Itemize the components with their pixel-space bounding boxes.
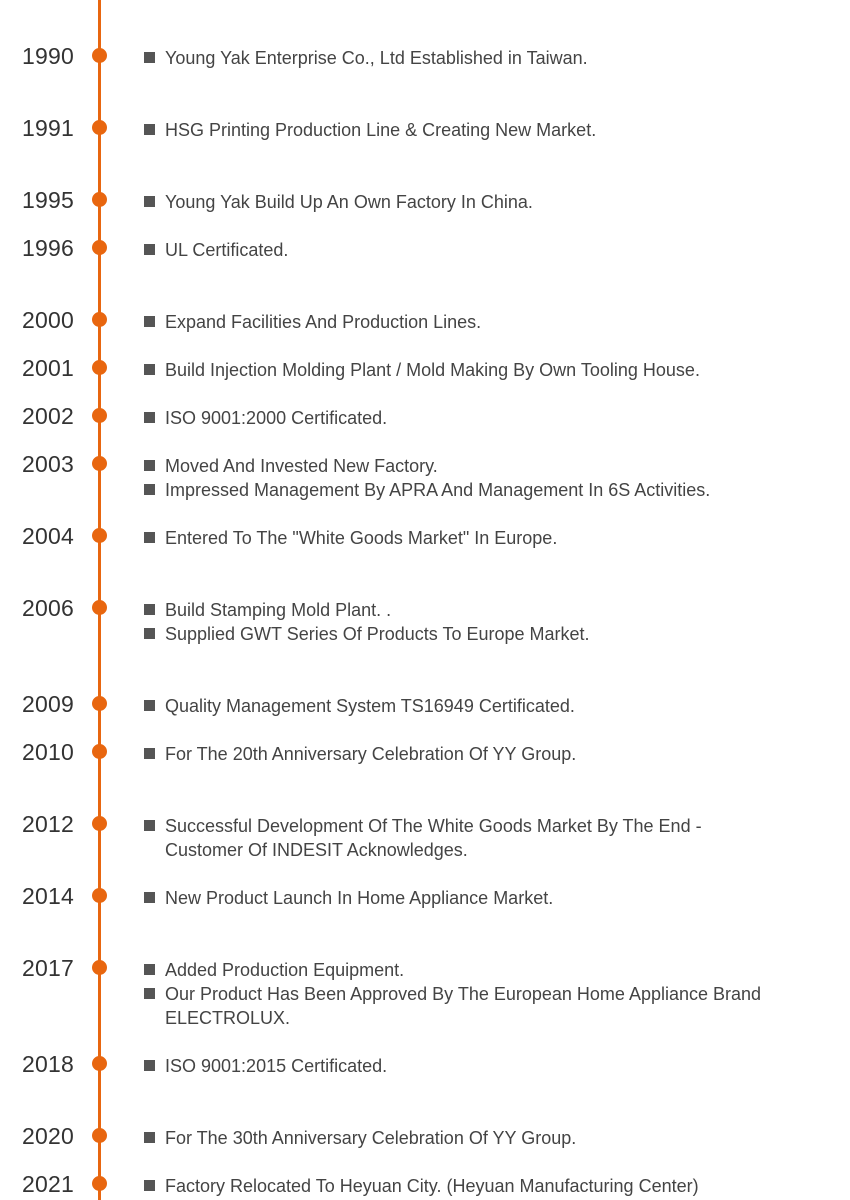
entry-items	[144, 742, 844, 766]
entry-item	[144, 814, 764, 862]
square-bullet-icon	[144, 604, 155, 615]
entry-items	[144, 814, 764, 862]
square-bullet-icon	[144, 1180, 155, 1191]
entry-item-text: For The 30th Anniversary Celebration Of YY Group.	[165, 1128, 577, 1148]
entry-items	[144, 1054, 844, 1078]
entry-item-text: Young Yak Build Up An Own Factory In China.	[165, 192, 533, 212]
timeline-dot	[92, 960, 107, 975]
timeline-dot	[92, 240, 107, 255]
entry-item-text: Impressed Management By APRA And Management In 6S Activities.	[165, 480, 711, 500]
entry-item-text: For The 20th Anniversary Celebration Of YY Group.	[165, 744, 577, 764]
entry-items	[144, 310, 844, 334]
entry-item	[144, 622, 844, 646]
square-bullet-icon	[144, 628, 155, 639]
entry-item	[144, 406, 844, 430]
timeline-dot	[92, 360, 107, 375]
entry-items	[144, 958, 834, 1030]
timeline-dot	[92, 888, 107, 903]
square-bullet-icon	[144, 892, 155, 903]
timeline-dot	[92, 456, 107, 471]
entry-item	[144, 454, 844, 478]
timeline-dot	[92, 600, 107, 615]
entry-items	[144, 1174, 844, 1198]
square-bullet-icon	[144, 412, 155, 423]
entry-item-text: New Product Launch In Home Appliance Market.	[165, 888, 554, 908]
entry-item	[144, 478, 844, 502]
entry-item-text: Successful Development Of The White Goods Market By The End - Customer Of INDESIT Acknowledges.	[165, 816, 702, 860]
year-label: 2009	[22, 691, 74, 717]
entry-item-text: Build Injection Molding Plant / Mold Making By Own Tooling House.	[165, 360, 700, 380]
square-bullet-icon	[144, 1132, 155, 1143]
entry-item-text: Added Production Equipment.	[165, 960, 405, 980]
year-label: 2003	[22, 451, 74, 477]
year-label: 2002	[22, 403, 74, 429]
square-bullet-icon	[144, 244, 155, 255]
entry-item-text: ISO 9001:2015 Certificated.	[165, 1056, 388, 1076]
entry-items	[144, 238, 844, 262]
timeline-dot	[92, 120, 107, 135]
timeline-dot	[92, 408, 107, 423]
entry-items	[144, 118, 844, 142]
entry-item	[144, 358, 844, 382]
entry-item	[144, 958, 834, 982]
year-label: 2018	[22, 1051, 74, 1077]
entry-item	[144, 190, 844, 214]
year-label: 2010	[22, 739, 74, 765]
entry-item	[144, 238, 844, 262]
year-label: 1995	[22, 187, 74, 213]
year-label: 2004	[22, 523, 74, 549]
year-label: 2020	[22, 1123, 74, 1149]
year-label: 1996	[22, 235, 74, 261]
square-bullet-icon	[144, 484, 155, 495]
entry-items	[144, 190, 844, 214]
entry-items	[144, 358, 844, 382]
entry-item-text: Supplied GWT Series Of Products To Europe Market.	[165, 624, 590, 644]
entry-item-text: Quality Management System TS16949 Certificated.	[165, 696, 575, 716]
year-label: 2014	[22, 883, 74, 909]
entry-items	[144, 526, 844, 550]
entry-item-text: Our Product Has Been Approved By The European Home Appliance Brand ELECTROLUX.	[165, 984, 762, 1028]
square-bullet-icon	[144, 748, 155, 759]
entry-items	[144, 598, 844, 646]
square-bullet-icon	[144, 124, 155, 135]
square-bullet-icon	[144, 964, 155, 975]
entry-item-text: Expand Facilities And Production Lines.	[165, 312, 482, 332]
entry-item	[144, 46, 844, 70]
entry-items	[144, 406, 844, 430]
year-label: 2021	[22, 1171, 74, 1197]
square-bullet-icon	[144, 316, 155, 327]
timeline-dot	[92, 744, 107, 759]
entry-item	[144, 1054, 844, 1078]
square-bullet-icon	[144, 1060, 155, 1071]
square-bullet-icon	[144, 532, 155, 543]
entry-item	[144, 118, 844, 142]
entry-item	[144, 742, 844, 766]
entry-item	[144, 982, 834, 1030]
entry-item	[144, 310, 844, 334]
year-label: 2017	[22, 955, 74, 981]
square-bullet-icon	[144, 820, 155, 831]
timeline-dot	[92, 528, 107, 543]
timeline-dot	[92, 696, 107, 711]
entry-item	[144, 526, 844, 550]
entry-items	[144, 694, 844, 718]
entry-item-text: HSG Printing Production Line & Creating New Market.	[165, 120, 597, 140]
entry-item-text: ISO 9001:2000 Certificated.	[165, 408, 388, 428]
entry-item	[144, 886, 844, 910]
entry-item-text: Entered To The "White Goods Market" In Europe.	[165, 528, 558, 548]
entry-item	[144, 1126, 844, 1150]
timeline-dot	[92, 312, 107, 327]
year-label: 2001	[22, 355, 74, 381]
square-bullet-icon	[144, 460, 155, 471]
entry-item-text: Young Yak Enterprise Co., Ltd Established in Taiwan.	[165, 48, 588, 68]
timeline-dot	[92, 1056, 107, 1071]
entry-items	[144, 886, 844, 910]
year-label: 2006	[22, 595, 74, 621]
entry-item-text: Factory Relocated To Heyuan City. (Heyuan Manufacturing Center)	[165, 1176, 699, 1196]
entry-item-text: Moved And Invested New Factory.	[165, 456, 438, 476]
entry-items	[144, 454, 844, 502]
square-bullet-icon	[144, 700, 155, 711]
timeline-dot	[92, 48, 107, 63]
year-label: 2000	[22, 307, 74, 333]
entry-items	[144, 46, 844, 70]
timeline-dot	[92, 1176, 107, 1191]
year-label: 2012	[22, 811, 74, 837]
entry-item	[144, 1174, 844, 1198]
square-bullet-icon	[144, 52, 155, 63]
square-bullet-icon	[144, 196, 155, 207]
entry-item	[144, 694, 844, 718]
timeline-dot	[92, 192, 107, 207]
timeline-dot	[92, 1128, 107, 1143]
square-bullet-icon	[144, 988, 155, 999]
entry-item	[144, 598, 844, 622]
year-label: 1991	[22, 115, 74, 141]
timeline-dot	[92, 816, 107, 831]
entry-item-text: UL Certificated.	[165, 240, 289, 260]
square-bullet-icon	[144, 364, 155, 375]
year-label: 1990	[22, 43, 74, 69]
entry-items	[144, 1126, 844, 1150]
entry-item-text: Build Stamping Mold Plant. .	[165, 600, 392, 620]
